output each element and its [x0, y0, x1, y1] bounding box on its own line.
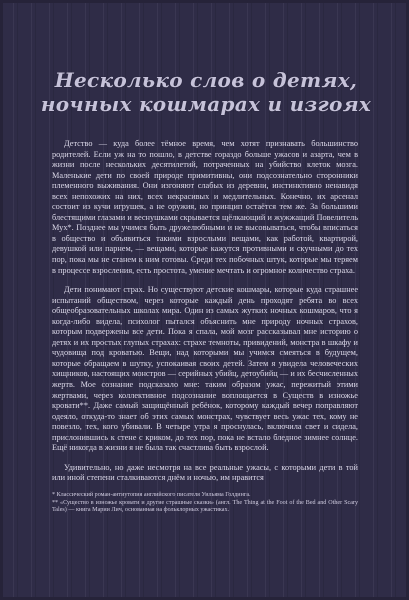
paragraph-3: Удивительно, но даже несмотря на все реальные ужасы, с которыми дети в той или иной степени сталкиваются днём и ночью, им нравится [52, 462, 358, 483]
footnote-2: ** «Существо в изножье кровати и другие страшные сказки» (англ. The Thing at the Foot of the Bed and Other Scary Tales) — книга Марии Лич, основанная на фольклорных ужастиках. [52, 499, 358, 514]
footnotes [52, 492, 358, 515]
chapter-heading [40, 68, 372, 116]
chapter-heading-line-2: ночных кошмарах и изгоях [40, 92, 372, 116]
paragraph-2: Дети понимают страх. Но существуют детские кошмары, которые куда страшнее испытаний обществом, через которые каждый день проходят ребята во всех общеобразовательных школах мира. Один из самых жутких ночных кошмаров, что я когда-либо видела, психолог пытался объяснить мне природу ночных страхов, которым подвержены все дети. Пока я спала, мой мозг рассказывал мне историю о детях и их простых глупых страхах: страхе темноты, привидений, монстра в шкафу и чудовища под кроватью. Вещи, над которыми мы учимся смеяться в будущем, которые обращаем в шутку, успокаивая своих детей. Затем я увидела человеческих хищников, настоящих монстров — серийных убийц, детоубийц — и их бесчисленных жертв. Мое сознание подсказало мне: таким образом ужас, пережитый этими жертвами, через коллективное подсознание воплощается в Существ в изножье кровати**. Даже самый защищённый ребёнок, которому каждый вечер поправляют одеяло, откуда-то знает об этих самых монстрах, чувствует весь ужас тех, кому не повезло, тех, кого убивали. В четыре утра я проснулась, включила свет и сидела, прислонившись к стене с криком, до тех пор, пока не встало бледное зимнее солнце. Ещё никогда в жизни я не была так счастлива быть взрослой. [52, 285, 358, 453]
paragraph-1: Детство — куда более тёмное время, чем хотят признавать большинство родителей. Если уж на то пошло, в детстве гораздо больше ужасов и азарта, чем в жизни после нескольких десятилетий, потраченных на убийство клеток мозга. Маленькие дети по своей природе примитивны, они подсознательно сторонники племенного выживания. Они изгоняют слабых из деревни, инстинктивно ненавидя всех непохожих на них, всех некрасивых и медлительных. Конечно, их арсенал состоит из кучи игрушек, а не оружия, но принцип остаётся тем же. За большими блестящими глазами и веснушками скрывается щёлкающий и жужжащий Повелитель Мух*. Позднее мы учимся быть дружелюбными и не высовываться, чтобы вписаться в общество и объявиться такими взрослыми вещами, как работой, квартирой, девушкой или парнем, — вещами, которые кажутся противными и скучными до тех пор, пока мы не станем к ним готовы. Среди тех побочных штук, которые мы теряем в процессе взросления, есть простота, умение мечтать и огромное количество страха. [52, 139, 358, 275]
chapter-heading-line-1: Несколько слов о детях, [54, 68, 358, 92]
body-text [52, 139, 358, 515]
footnote-1: * Классический роман-антиутопия английского писателя Уильяма Голдинга. [52, 491, 251, 498]
